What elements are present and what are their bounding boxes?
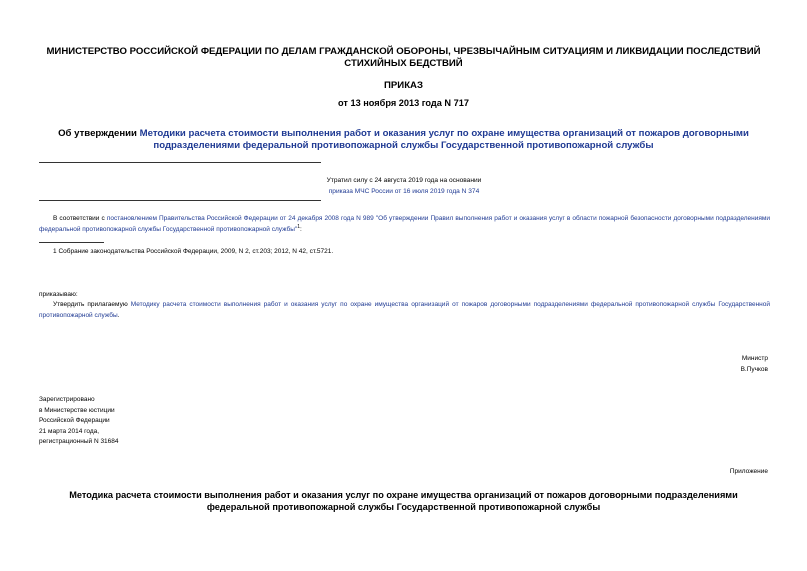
repeal-order-link[interactable]: приказа МЧС России от 16 июля 2019 года N 374 <box>328 188 480 195</box>
approved-methodology-link[interactable]: Методику расчета стоимости выполнения работ и оказания услуг по охране имущества организаций от пожаров договорными подразделениями федеральной противопожарной службы Государственной противопожарной службы <box>39 301 770 319</box>
footnote <box>53 248 333 255</box>
footnote-separator <box>39 242 104 243</box>
signature-position: Министр <box>741 355 768 362</box>
order-title-prefix: Об утверждении <box>58 128 140 139</box>
footnote-text: Собрание законодательства Российской Федерации, 2009, N 2, ст.203; 2012, N 42, ст.5721. <box>58 248 334 255</box>
methodology-title-link[interactable]: Методики расчета стоимости выполнения работ и оказания услуг по охране имущества организаций от пожаров договорными подразделениями федеральной противопожарной службы Государственной противопожарной службы <box>139 128 749 151</box>
signature-name: В.Пучков <box>740 365 768 373</box>
ministry-heading: МИНИСТЕРСТВО РОССИЙСКОЙ ФЕДЕРАЦИИ ПО ДЕЛАМ ГРАЖДАНСКОЙ ОБОРОНЫ, ЧРЕЗВЫЧАЙНЫМ СИТУАЦИЯМ И ЛИКВИДАЦИИ ПОСЛЕДСТВИЙ СТИХИЙНЫХ БЕДСТВИЙ <box>46 46 761 69</box>
order-intro: приказываю: <box>39 291 78 298</box>
registration-block <box>39 395 119 448</box>
preamble-paragraph <box>39 214 770 235</box>
registration-line-3: Российской Федерации <box>39 417 110 424</box>
registration-line-1: Зарегистрировано <box>39 396 95 403</box>
registration-line-4: 21 марта 2014 года, <box>39 427 100 435</box>
preamble-suffix: : <box>299 225 302 233</box>
separator-top <box>39 162 321 163</box>
methodology-heading: Методика расчета стоимости выполнения работ и оказания услуг по охране имущества организаций от пожаров договорными подразделениями федеральной противопожарной службы Государственной противопожарной службы <box>69 490 738 512</box>
separator-status <box>39 200 321 201</box>
order-paragraph <box>39 300 770 321</box>
order-suffix: . <box>117 311 120 319</box>
appendix-label: Приложение <box>729 468 768 475</box>
doc-type-heading: ПРИКАЗ <box>384 80 423 91</box>
government-resolution-link[interactable]: постановлением Правительства Российской Федерации от 24 декабря 2008 года N 989 "Об утверждении Правил выполнения работ и оказания услуг в области пожарной безопасности договорными подразделениями федеральной противопожарной службы Государственной противопожарной службы" <box>39 215 771 233</box>
repeal-status-text: Утратил силу с 24 августа 2019 года на основании <box>326 177 482 184</box>
preamble-prefix: В соответствии с <box>53 215 107 222</box>
registration-line-2: в Министерстве юстиции <box>39 406 115 414</box>
order-title <box>30 128 777 152</box>
signature-block <box>741 354 768 375</box>
repeal-status <box>239 175 569 197</box>
registration-line-5: регистрационный N 31684 <box>39 438 119 445</box>
order-prefix: Утвердить прилагаемую <box>53 301 131 308</box>
footnote-mark: 1 <box>53 248 57 255</box>
footnote-reference[interactable]: 1 <box>297 223 300 230</box>
order-date-number: от 13 ноября 2013 года N 717 <box>338 98 469 108</box>
